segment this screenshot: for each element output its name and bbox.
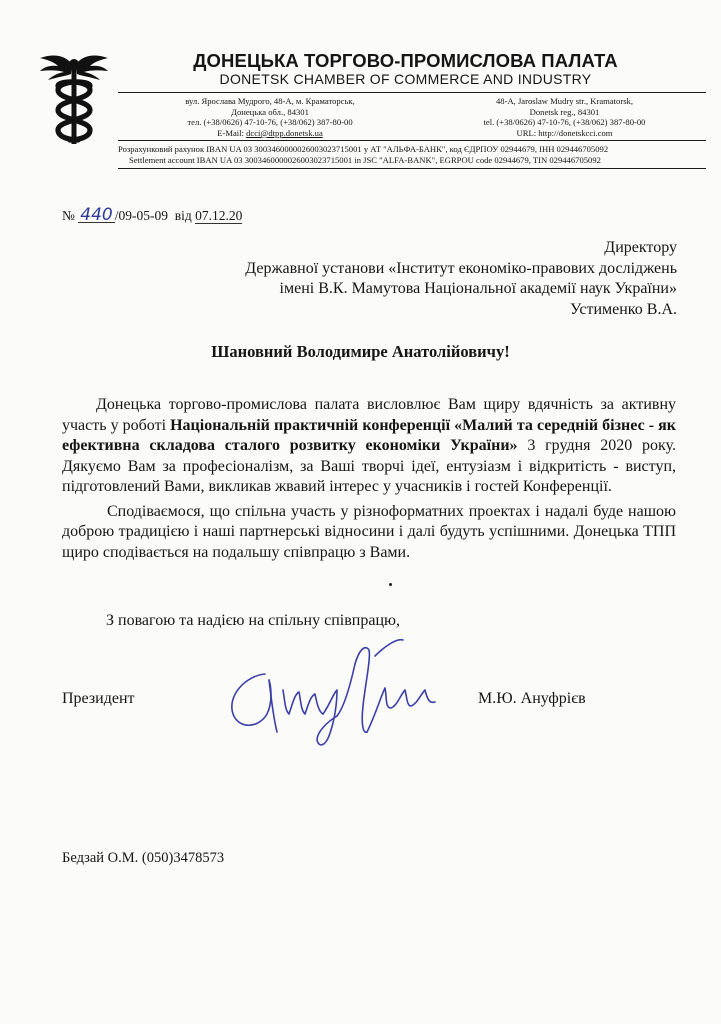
closing-phrase: З повагою та надією на спільну співпрацю, [106,612,400,629]
bank-details-en: Settlement account IBAN UA 03 3003460000026003023715001 in JSC "ALFA-BANK", EGRPOU code 02944679, TIN 029446705092 [129,155,601,165]
org-name-ua: ДОНЕЦЬКА ТОРГОВО-ПРОМИСЛОВА ПАЛАТА [193,50,618,71]
address-en [452,96,677,138]
body-text: 3 грудня 2020 року. Дякуємо Вам за професіоналізм, за Ваші творчі ідеї, ентузіазм і відкритість - виступ, підготовлений Вами, викликав жвавий інтерес у учасників і гостей Конференції. [62,437,676,495]
bank-details-ua: Розрахунковий рахунок IBAN UA 03 3003460000026003023715001 у АТ "АЛЬФА-БАНК", код ЄДРПОУ 02944679, ІНН 029446705092 [118,144,609,154]
org-name-en: DONETSK CHAMBER OF COMMERCE AND INDUSTRY [219,71,592,87]
addressee-line: Устименко В.А. [569,300,677,318]
body-paragraph [62,395,676,498]
reference-line [62,205,243,225]
address-en-line: Donetsk reg., 84301 [529,106,600,117]
letterhead-divider [118,140,706,141]
body-paragraph: Сподіваємося, що спільна участь у різноформатних проектах і надалі буде нашою доброю традицією і наші партнерські відносини і далі будуть успішними. Донецька ТПП щиро сподівається на подальшу співпрацю з Вами. [62,502,676,561]
reference-date: 07.12.20 [195,208,243,223]
website-link[interactable]: http://donetskcci.com [538,127,613,138]
addressee-block [245,238,677,320]
letterhead-divider [118,92,706,93]
caduceus-logo-icon [38,50,110,150]
reference-prefix: № [62,208,79,223]
addressee-line: Директору [604,239,677,256]
email-link[interactable]: dcci@dtpp.donetsk.ua [246,127,323,138]
address-ua-line: вул. Ярослава Мудрого, 48-А, м. Краматорськ, [185,96,355,106]
address-ua-line: тел. (+38/0626) 47-10-76, (+38/062) 387-80-00 [187,117,353,128]
email-label: E-Mail: [217,127,247,138]
address-ua-line [150,128,390,139]
address-ua-line: Донецька обл., 84301 [231,106,309,117]
stray-mark [389,583,392,586]
addressee-line: імені В.К. Мамутова Національної академії наук України» [279,280,677,297]
greeting: Шановний Володимире Анатолійовичу! [211,342,510,361]
letterhead-divider [118,168,706,169]
reference-number: 440 [80,205,113,225]
body-text: Донецька торгово-промислова палата висловлює Вам щиру вдячність за активну участь у роботі [62,396,676,434]
signer-name: М.Ю. Ануфрієв [478,690,586,707]
address-en-line [452,128,677,139]
url-label: URL: [516,127,539,138]
reference-suffix: /09-05-09 [114,208,168,223]
address-en-line: 48-A, Jaroslaw Mudry str., Kramatorsk, [495,96,633,106]
addressee-line: Державної установи «Інститут економіко-правових досліджень [245,259,677,277]
date-label: від [174,208,196,223]
letter-body [62,395,676,563]
conference-title: Національній практичній конференції «Малий та середній бізнес - як ефективна складова сталого розвитку економіки України» [62,416,676,454]
contact-person: Бедзай О.М. (050)3478573 [62,850,225,866]
handwritten-signature-icon [225,636,450,754]
signer-title: Президент [62,690,135,707]
address-ua [150,96,390,138]
address-en-line: tel. (+38/0626) 47-10-76, (+38/062) 387-80-00 [483,117,646,128]
